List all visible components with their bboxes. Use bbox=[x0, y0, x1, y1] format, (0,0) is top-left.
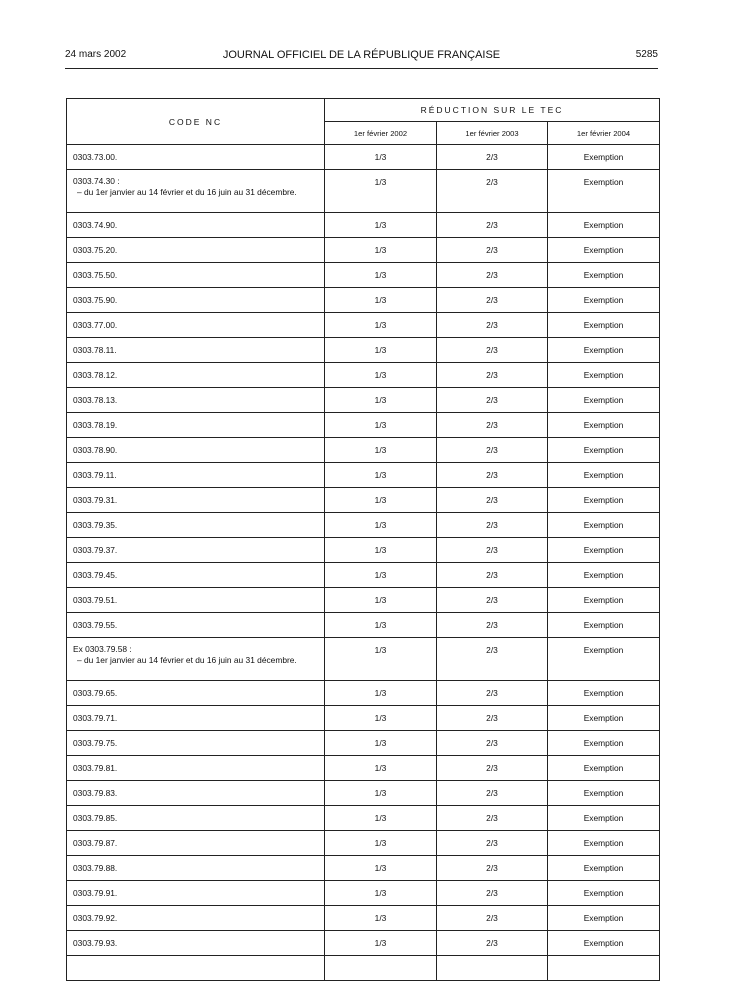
cell-2003: 2/3 bbox=[437, 313, 548, 338]
cell-2003: 2/3 bbox=[437, 881, 548, 906]
cell-2003: 2/3 bbox=[437, 638, 548, 681]
cell-2002: 1/3 bbox=[325, 806, 437, 831]
table-row bbox=[67, 288, 660, 313]
table-continuation bbox=[67, 956, 660, 981]
table-row bbox=[67, 388, 660, 413]
cell-2003: 2/3 bbox=[437, 288, 548, 313]
cell-2004: Exemption bbox=[548, 856, 660, 881]
cell-2004: Exemption bbox=[548, 881, 660, 906]
cell-code bbox=[67, 488, 325, 513]
code-value: 0303.79.83. bbox=[73, 788, 118, 798]
cell-2002: 1/3 bbox=[325, 388, 437, 413]
cell-2004: Exemption bbox=[548, 931, 660, 956]
continuation-cell bbox=[548, 956, 660, 981]
cell-2002: 1/3 bbox=[325, 338, 437, 363]
cell-code bbox=[67, 881, 325, 906]
cell-2004: Exemption bbox=[548, 145, 660, 170]
cell-code bbox=[67, 588, 325, 613]
code-value: 0303.78.90. bbox=[73, 445, 118, 455]
cell-2004: Exemption bbox=[548, 706, 660, 731]
code-value: 0303.79.93. bbox=[73, 938, 118, 948]
cell-2003: 2/3 bbox=[437, 563, 548, 588]
cell-2004: Exemption bbox=[548, 538, 660, 563]
cell-2004: Exemption bbox=[548, 263, 660, 288]
table-row bbox=[67, 563, 660, 588]
table-row bbox=[67, 313, 660, 338]
code-value: 0303.79.71. bbox=[73, 713, 118, 723]
cell-2003: 2/3 bbox=[437, 145, 548, 170]
tariff-reduction-table bbox=[66, 98, 660, 981]
cell-2002: 1/3 bbox=[325, 438, 437, 463]
table-row bbox=[67, 513, 660, 538]
cell-2002: 1/3 bbox=[325, 563, 437, 588]
cell-2003: 2/3 bbox=[437, 413, 548, 438]
code-value: 0303.79.45. bbox=[73, 570, 118, 580]
cell-2002: 1/3 bbox=[325, 613, 437, 638]
cell-code bbox=[67, 756, 325, 781]
column-header-2002: 1er février 2002 bbox=[325, 122, 437, 145]
code-value: 0303.78.13. bbox=[73, 395, 118, 405]
cell-2004: Exemption bbox=[548, 831, 660, 856]
code-period-note: – du 1er janvier au 14 février et du 16 juin au 31 décembre. bbox=[77, 187, 297, 197]
cell-code bbox=[67, 388, 325, 413]
cell-code bbox=[67, 363, 325, 388]
cell-2002: 1/3 bbox=[325, 881, 437, 906]
table-body bbox=[67, 145, 660, 981]
code-value: 0303.79.85. bbox=[73, 813, 118, 823]
cell-2002: 1/3 bbox=[325, 145, 437, 170]
cell-code bbox=[67, 731, 325, 756]
table-row bbox=[67, 756, 660, 781]
code-value: 0303.78.19. bbox=[73, 420, 118, 430]
code-value: 0303.79.81. bbox=[73, 763, 118, 773]
cell-2003: 2/3 bbox=[437, 438, 548, 463]
cell-code bbox=[67, 145, 325, 170]
cell-2002: 1/3 bbox=[325, 263, 437, 288]
cell-2004: Exemption bbox=[548, 338, 660, 363]
table-row bbox=[67, 438, 660, 463]
cell-2002: 1/3 bbox=[325, 288, 437, 313]
table-row bbox=[67, 613, 660, 638]
cell-2004: Exemption bbox=[548, 906, 660, 931]
cell-2004: Exemption bbox=[548, 313, 660, 338]
code-value: 0303.75.50. bbox=[73, 270, 118, 280]
cell-2002: 1/3 bbox=[325, 681, 437, 706]
cell-2004: Exemption bbox=[548, 613, 660, 638]
cell-2002: 1/3 bbox=[325, 781, 437, 806]
table-row bbox=[67, 681, 660, 706]
cell-2002: 1/3 bbox=[325, 313, 437, 338]
cell-2004: Exemption bbox=[548, 638, 660, 681]
table-row bbox=[67, 588, 660, 613]
cell-code bbox=[67, 538, 325, 563]
cell-2003: 2/3 bbox=[437, 781, 548, 806]
code-value: 0303.79.55. bbox=[73, 620, 118, 630]
cell-2003: 2/3 bbox=[437, 170, 548, 213]
cell-code bbox=[67, 288, 325, 313]
cell-code bbox=[67, 263, 325, 288]
table-row bbox=[67, 638, 660, 681]
table-row bbox=[67, 881, 660, 906]
cell-2004: Exemption bbox=[548, 463, 660, 488]
cell-code bbox=[67, 563, 325, 588]
cell-2004: Exemption bbox=[548, 488, 660, 513]
cell-2002: 1/3 bbox=[325, 906, 437, 931]
code-value: 0303.74.30 : bbox=[73, 176, 120, 186]
cell-2004: Exemption bbox=[548, 513, 660, 538]
table-row bbox=[67, 731, 660, 756]
continuation-cell bbox=[67, 956, 325, 981]
cell-2002: 1/3 bbox=[325, 831, 437, 856]
cell-2003: 2/3 bbox=[437, 463, 548, 488]
cell-2002: 1/3 bbox=[325, 363, 437, 388]
cell-2002: 1/3 bbox=[325, 538, 437, 563]
cell-2003: 2/3 bbox=[437, 538, 548, 563]
table-row bbox=[67, 488, 660, 513]
table-row bbox=[67, 831, 660, 856]
cell-2003: 2/3 bbox=[437, 731, 548, 756]
code-value: 0303.79.88. bbox=[73, 863, 118, 873]
cell-2002: 1/3 bbox=[325, 413, 437, 438]
cell-2004: Exemption bbox=[548, 288, 660, 313]
continuation-cell bbox=[325, 956, 437, 981]
cell-2002: 1/3 bbox=[325, 463, 437, 488]
cell-2002: 1/3 bbox=[325, 213, 437, 238]
table-row bbox=[67, 238, 660, 263]
cell-code bbox=[67, 513, 325, 538]
code-value: 0303.73.00. bbox=[73, 152, 118, 162]
journal-title: JOURNAL OFFICIEL DE LA RÉPUBLIQUE FRANÇAISE bbox=[222, 49, 501, 61]
cell-2003: 2/3 bbox=[437, 588, 548, 613]
column-header-2003: 1er février 2003 bbox=[437, 122, 548, 145]
column-group-header: RÉDUCTION SUR LE TEC bbox=[325, 99, 660, 122]
code-value: 0303.78.11. bbox=[73, 345, 117, 355]
cell-code bbox=[67, 781, 325, 806]
table-row bbox=[67, 906, 660, 931]
cell-2003: 2/3 bbox=[437, 831, 548, 856]
table-row bbox=[67, 706, 660, 731]
column-header-2004: 1er février 2004 bbox=[548, 122, 660, 145]
cell-2004: Exemption bbox=[548, 806, 660, 831]
cell-code bbox=[67, 856, 325, 881]
table-row bbox=[67, 263, 660, 288]
cell-code bbox=[67, 463, 325, 488]
cell-2004: Exemption bbox=[548, 438, 660, 463]
cell-2002: 1/3 bbox=[325, 238, 437, 263]
cell-code bbox=[67, 213, 325, 238]
table-row bbox=[67, 856, 660, 881]
table-row bbox=[67, 413, 660, 438]
code-value: 0303.79.91. bbox=[73, 888, 118, 898]
cell-2004: Exemption bbox=[548, 588, 660, 613]
code-value: 0303.78.12. bbox=[73, 370, 118, 380]
cell-code bbox=[67, 238, 325, 263]
cell-2002: 1/3 bbox=[325, 513, 437, 538]
cell-2003: 2/3 bbox=[437, 806, 548, 831]
table-row bbox=[67, 363, 660, 388]
code-value: 0303.79.11. bbox=[73, 470, 117, 480]
cell-2004: Exemption bbox=[548, 731, 660, 756]
cell-code bbox=[67, 638, 325, 681]
cell-code bbox=[67, 706, 325, 731]
cell-2003: 2/3 bbox=[437, 338, 548, 363]
code-value: 0303.74.90. bbox=[73, 220, 118, 230]
cell-2004: Exemption bbox=[548, 681, 660, 706]
cell-code bbox=[67, 313, 325, 338]
cell-2003: 2/3 bbox=[437, 706, 548, 731]
cell-2002: 1/3 bbox=[325, 638, 437, 681]
cell-2003: 2/3 bbox=[437, 513, 548, 538]
code-value: 0303.79.87. bbox=[73, 838, 118, 848]
code-value: 0303.79.65. bbox=[73, 688, 118, 698]
cell-2003: 2/3 bbox=[437, 238, 548, 263]
cell-code bbox=[67, 931, 325, 956]
page-header bbox=[65, 48, 658, 62]
code-value: 0303.79.92. bbox=[73, 913, 118, 923]
cell-2003: 2/3 bbox=[437, 363, 548, 388]
code-value: 0303.79.35. bbox=[73, 520, 118, 530]
table-row bbox=[67, 781, 660, 806]
cell-code bbox=[67, 906, 325, 931]
cell-2003: 2/3 bbox=[437, 388, 548, 413]
cell-2002: 1/3 bbox=[325, 856, 437, 881]
code-value: Ex 0303.79.58 : bbox=[73, 644, 132, 654]
cell-2004: Exemption bbox=[548, 213, 660, 238]
cell-2002: 1/3 bbox=[325, 756, 437, 781]
cell-code bbox=[67, 170, 325, 213]
cell-2003: 2/3 bbox=[437, 263, 548, 288]
cell-2003: 2/3 bbox=[437, 213, 548, 238]
code-period-note: – du 1er janvier au 14 février et du 16 juin au 31 décembre. bbox=[77, 655, 297, 665]
table-row bbox=[67, 213, 660, 238]
table-row bbox=[67, 538, 660, 563]
code-value: 0303.79.51. bbox=[73, 595, 118, 605]
cell-2002: 1/3 bbox=[325, 488, 437, 513]
cell-code bbox=[67, 831, 325, 856]
cell-code bbox=[67, 806, 325, 831]
table-row bbox=[67, 463, 660, 488]
cell-2003: 2/3 bbox=[437, 931, 548, 956]
cell-code bbox=[67, 438, 325, 463]
cell-2004: Exemption bbox=[548, 756, 660, 781]
cell-code bbox=[67, 413, 325, 438]
continuation-cell bbox=[437, 956, 548, 981]
cell-2004: Exemption bbox=[548, 363, 660, 388]
cell-2004: Exemption bbox=[548, 170, 660, 213]
cell-2002: 1/3 bbox=[325, 170, 437, 213]
code-value: 0303.79.31. bbox=[73, 495, 118, 505]
code-value: 0303.75.90. bbox=[73, 295, 118, 305]
cell-code bbox=[67, 613, 325, 638]
cell-2003: 2/3 bbox=[437, 906, 548, 931]
cell-2004: Exemption bbox=[548, 563, 660, 588]
cell-2003: 2/3 bbox=[437, 856, 548, 881]
table-row bbox=[67, 931, 660, 956]
code-value: 0303.79.75. bbox=[73, 738, 118, 748]
page-number: 5285 bbox=[635, 49, 658, 60]
code-value: 0303.79.37. bbox=[73, 545, 118, 555]
cell-2003: 2/3 bbox=[437, 756, 548, 781]
cell-2003: 2/3 bbox=[437, 681, 548, 706]
table-row bbox=[67, 145, 660, 170]
cell-2004: Exemption bbox=[548, 413, 660, 438]
cell-code bbox=[67, 338, 325, 363]
code-value: 0303.75.20. bbox=[73, 245, 118, 255]
cell-2003: 2/3 bbox=[437, 488, 548, 513]
column-header-code: CODE NC bbox=[67, 99, 325, 145]
cell-2002: 1/3 bbox=[325, 706, 437, 731]
cell-2002: 1/3 bbox=[325, 588, 437, 613]
cell-2002: 1/3 bbox=[325, 731, 437, 756]
table-row bbox=[67, 338, 660, 363]
code-value: 0303.77.00. bbox=[73, 320, 118, 330]
issue-date: 24 mars 2002 bbox=[65, 49, 127, 60]
cell-2002: 1/3 bbox=[325, 931, 437, 956]
table-row bbox=[67, 170, 660, 213]
cell-2004: Exemption bbox=[548, 781, 660, 806]
table-row bbox=[67, 806, 660, 831]
cell-2003: 2/3 bbox=[437, 613, 548, 638]
cell-code bbox=[67, 681, 325, 706]
cell-2004: Exemption bbox=[548, 238, 660, 263]
cell-2004: Exemption bbox=[548, 388, 660, 413]
header-rule bbox=[65, 68, 658, 69]
